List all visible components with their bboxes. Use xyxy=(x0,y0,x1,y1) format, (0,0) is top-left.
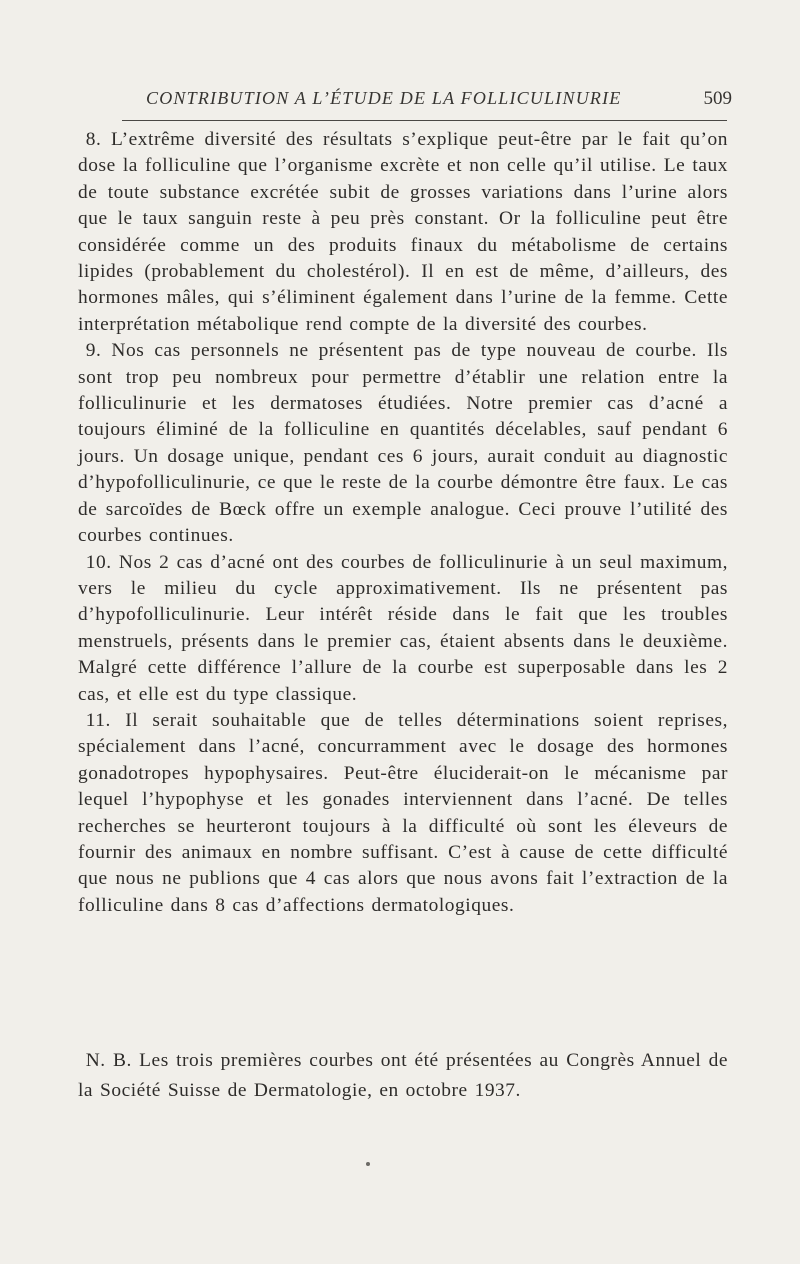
paragraph-9: 9. Nos cas personnels ne présentent pas de type nouveau de courbe. Ils sont trop peu nombreux pour permettre d’établir une relation entre la folliculinurie et les dermatoses étudiées. Notre premier cas d’acné a toujours éliminé de la folliculine en quantités décelables, sauf pendant 6 jours. Un dosage unique, pendant ces 6 jours, aurait conduit au diagnostic d’hypofolliculinurie, ce que le reste de la courbe démontre être faux. Le cas de sarcoïdes de Bœck offre un exemple analogue. Ceci prouve l’utilité des courbes continues. xyxy=(78,340,728,547)
running-title: CONTRIBUTION A L’ÉTUDE DE LA FOLLICULINURIE xyxy=(146,88,622,108)
body-text xyxy=(78,127,728,919)
ink-speck xyxy=(366,1162,370,1166)
header-rule xyxy=(122,120,727,121)
footnote-nb xyxy=(78,1046,728,1106)
running-header xyxy=(78,82,740,116)
note-text: N. B. Les trois premières courbes ont été présentées au Congrès Annuel de la Société Suisse de Dermatologie, en octobre 1937. xyxy=(78,1050,728,1101)
paragraph-11: 11. Il serait souhaitable que de telles déterminations soient reprises, spécialement dans l’acné, concurramment avec le dosage des hormones gonadotropes hypophysaires. Peut-être éluciderait-on le mécanisme par lequel l’hypophyse et les gonades interviennent dans l’acné. De telles recherches se heurteront toujours à la difficulté où sont les éleveurs de fournir des animaux en nombre suffisant. C’est à cause de cette difficulté que nous ne publions que 4 cas alors que nous avons fait l’extraction de la folliculine dans 8 cas d’affections dermatologiques. xyxy=(78,709,728,916)
page-number: 509 xyxy=(703,88,732,109)
paragraph-8: 8. L’extrême diversité des résultats s’explique peut-être par le fait qu’on dose la folliculine que l’organisme excrète et non celle qu’il utilise. Le taux de toute substance excrétée subit de grosses variations dans l’urine alors que le taux sanguin reste à peu près constant. Or la folliculine peut être considérée comme un des produits finaux du métabolisme de certains lipides (probablement du cholestérol). Il en est de même, d’ailleurs, des hormones mâles, qui s’éliminent également dans l’urine de la femme. Cette interprétation métabolique rend compte de la diversité des courbes. xyxy=(78,129,728,335)
paragraph-10: 10. Nos 2 cas d’acné ont des courbes de folliculinurie à un seul maximum, vers le milieu du cycle approximativement. Ils ne présentent pas d’hypofolliculinurie. Leur intérêt réside dans le fait que les troubles menstruels, présents dans le premier cas, étaient absents dans le deuxième. Malgré cette différence l’allure de la courbe est superposable dans les 2 cas, et elle est du type classique. xyxy=(78,551,728,705)
